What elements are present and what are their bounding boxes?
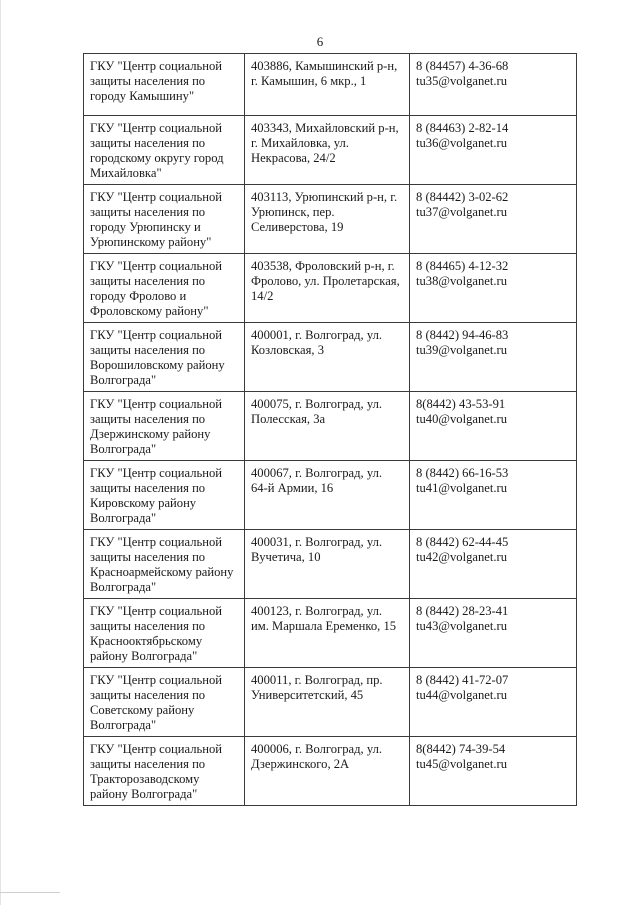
page-number: 6 bbox=[316, 34, 324, 49]
organization-cell: ГКУ "Центр социальной защиты населения по Тракторозаводскому району Волгограда" bbox=[84, 737, 245, 806]
address-cell: 400075, г. Волгоград, ул. Полесская, 3а bbox=[245, 392, 410, 461]
table-row bbox=[84, 254, 577, 323]
contacts-cell: 8 (84465) 4-12-32 tu38@volganet.ru bbox=[410, 254, 577, 323]
address-cell: 400067, г. Волгоград, ул. 64-й Армии, 16 bbox=[245, 461, 410, 530]
address-cell: 400001, г. Волгоград, ул. Козловская, 3 bbox=[245, 323, 410, 392]
address-cell: 400031, г. Волгоград, ул. Вучетича, 10 bbox=[245, 530, 410, 599]
table-row bbox=[84, 116, 577, 185]
organization-cell: ГКУ "Центр социальной защиты населения по Кировскому району Волгограда" bbox=[84, 461, 245, 530]
table-row bbox=[84, 599, 577, 668]
organization-cell: ГКУ "Центр социальной защиты населения по городу Фролово и Фроловскому району" bbox=[84, 254, 245, 323]
contacts-table bbox=[83, 53, 577, 806]
address-cell: 400011, г. Волгоград, пр. Университетский, 45 bbox=[245, 668, 410, 737]
contacts-cell: 8(8442) 74-39-54 tu45@volganet.ru bbox=[410, 737, 577, 806]
scan-corner-mark bbox=[0, 892, 60, 893]
address-cell: 403113, Урюпинский р-н, г. Урюпинск, пер. Селиверстова, 19 bbox=[245, 185, 410, 254]
table-row bbox=[84, 185, 577, 254]
contacts-cell: 8 (8442) 94-46-83 tu39@volganet.ru bbox=[410, 323, 577, 392]
address-cell: 400006, г. Волгоград, ул. Дзержинского, 2А bbox=[245, 737, 410, 806]
scan-edge bbox=[0, 0, 1, 905]
organization-cell: ГКУ "Центр социальной защиты населения по Советскому району Волгограда" bbox=[84, 668, 245, 737]
contacts-cell: 8 (8442) 28-23-41 tu43@volganet.ru bbox=[410, 599, 577, 668]
contacts-cell: 8 (8442) 62-44-45 tu42@volganet.ru bbox=[410, 530, 577, 599]
organization-cell: ГКУ "Центр социальной защиты населения по Краснооктябрьскому району Волгограда" bbox=[84, 599, 245, 668]
address-cell: 400123, г. Волгоград, ул. им. Маршала Еременко, 15 bbox=[245, 599, 410, 668]
table-row bbox=[84, 737, 577, 806]
table-row bbox=[84, 54, 577, 116]
table-row bbox=[84, 323, 577, 392]
organization-cell: ГКУ "Центр социальной защиты населения по Красноармейскому району Волгограда" bbox=[84, 530, 245, 599]
organization-cell: ГКУ "Центр социальной защиты населения по Ворошиловскому району Волгограда" bbox=[84, 323, 245, 392]
table-row bbox=[84, 668, 577, 737]
contacts-cell: 8 (84442) 3-02-62 tu37@volganet.ru bbox=[410, 185, 577, 254]
organization-cell: ГКУ "Центр социальной защиты населения по Дзержинскому району Волгограда" bbox=[84, 392, 245, 461]
organization-cell: ГКУ "Центр социальной защиты населения по городскому округу город Михайловка" bbox=[84, 116, 245, 185]
address-cell: 403343, Михайловский р-н, г. Михайловка, ул. Некрасова, 24/2 bbox=[245, 116, 410, 185]
address-cell: 403886, Камышинский р-н, г. Камышин, 6 мкр., 1 bbox=[245, 54, 410, 116]
address-cell: 403538, Фроловский р-н, г. Фролово, ул. Пролетарская, 14/2 bbox=[245, 254, 410, 323]
contacts-cell: 8 (84463) 2-82-14 tu36@volganet.ru bbox=[410, 116, 577, 185]
organization-cell: ГКУ "Центр социальной защиты населения по городу Камышину" bbox=[84, 54, 245, 116]
table-row bbox=[84, 392, 577, 461]
contacts-cell: 8 (8442) 66-16-53 tu41@volganet.ru bbox=[410, 461, 577, 530]
organization-cell: ГКУ "Центр социальной защиты населения по городу Урюпинску и Урюпинскому району" bbox=[84, 185, 245, 254]
contacts-cell: 8(8442) 43-53-91 tu40@volganet.ru bbox=[410, 392, 577, 461]
table-body bbox=[84, 54, 577, 806]
table-row bbox=[84, 461, 577, 530]
contacts-cell: 8 (8442) 41-72-07 tu44@volganet.ru bbox=[410, 668, 577, 737]
contacts-cell: 8 (84457) 4-36-68 tu35@volganet.ru bbox=[410, 54, 577, 116]
table-row bbox=[84, 530, 577, 599]
